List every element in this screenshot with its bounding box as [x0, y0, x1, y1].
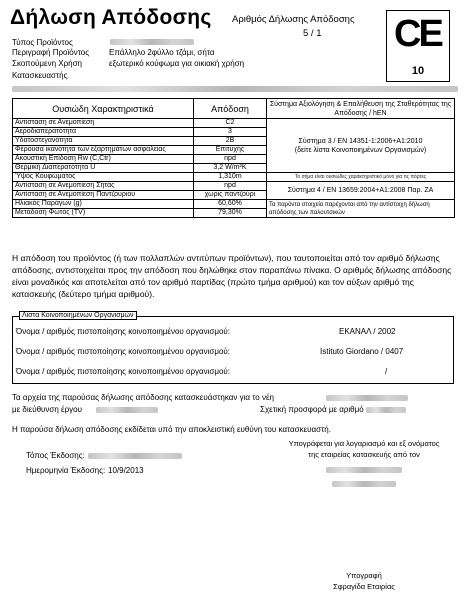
- redacted-project: [326, 395, 408, 401]
- redacted-product-type: [110, 39, 194, 45]
- ce-year: 10: [411, 65, 425, 77]
- notified-body-value: Istituto Giordano / 0407: [320, 347, 404, 356]
- redacted-signer-2: [332, 481, 396, 487]
- row-label: Υδατοστεγανότητα: [13, 137, 194, 146]
- declaration-number-value: 5 / 1: [303, 28, 322, 39]
- manufacturer-label: Κατασκευαστής: [12, 71, 68, 80]
- row-value: 3: [194, 128, 267, 137]
- row-label: Αντίσταση σε Ανεμοπίεση Παντζουριού: [13, 191, 194, 200]
- notified-body-value: /: [385, 367, 388, 376]
- table-row: [13, 173, 455, 182]
- statement-paragraph: Η απόδοση του προϊόντος (ή των πολλαπλών αντιτύπων προϊόντων), που ταυτοποιείται από τον αριθμό δήλωσης απόδοσης, αντιστοιχείται προς την απόδοση που δηλώθηκε στον παραπάνω πίνακα. Ο αριθμός δήλωσης απόδοσης είναι μοναδικός και αποτελείται από τον αριθμό παρτίδας (πρώτο τμήμα αριθμού) και τον αύξων αριθμό της κατασκευής (δεύτερο τμήμα αριθμού).: [12, 253, 452, 299]
- issue-place-label: Τόπος Έκδοσης:: [26, 451, 85, 460]
- row-label: Θερμική Διαπερατότητα U: [13, 164, 194, 173]
- row-value: npd: [194, 182, 267, 191]
- row-label: Ακουστική Επίδοση Rw (C,Ctr): [13, 155, 194, 164]
- redacted-signer-1: [326, 467, 402, 473]
- row-value: 1,310m: [194, 173, 267, 182]
- signature-line-1: Υπογράφεται για λογαριασμό και εξ ονόματος: [288, 439, 440, 448]
- row-value: χωρίς παντζούρι: [194, 191, 267, 200]
- header-performance: Απόδοση: [194, 99, 267, 119]
- signature-line-2: της εταιρείας κατασκευής από τον: [308, 450, 420, 459]
- redacted-place: [88, 453, 182, 459]
- ce-mark-icon: CE: [394, 13, 441, 55]
- row-value: npd: [194, 155, 267, 164]
- notified-bodies-legend: Λίστα Κοινοποιημένων Οργανισμών: [19, 311, 137, 320]
- responsibility-text: Η παρούσα δήλωση απόδοσης εκδίδεται υπό την αποκλειστική ευθύνη του κατασκευαστή.: [12, 425, 331, 434]
- issue-date-value: 10/9/2013: [108, 466, 144, 475]
- row-value: 3,2 W/m²K: [194, 164, 267, 173]
- signature-label: Υπογραφή: [346, 571, 382, 580]
- redacted-address: [96, 407, 158, 413]
- system-3-note: (δείτε λίστα Κοινοποιημένων Οργανισμών): [294, 146, 427, 154]
- header-characteristics: Ουσιώδη Χαρακτηριστικά: [13, 99, 194, 119]
- declaration-number-label: Αριθμός Δήλωσης Απόδοσης: [232, 14, 355, 25]
- product-description-label: Περιγραφή Προϊόντος: [12, 48, 90, 57]
- notified-body-label: Όνομα / αριθμός πιστοποίησης κοινοποιημένου οργανισμού:: [16, 327, 231, 336]
- row-label: Αεροδιαπερατότητα: [13, 128, 194, 137]
- redacted-offer: [366, 407, 406, 413]
- manufacture-line: Τα αρχεία της παρούσας δήλωσης απόδοσης κατασκευάστηκαν για το νέη: [12, 393, 274, 402]
- row-label: Αντίσταση σε Ανεμοπίεση Σήτας: [13, 182, 194, 191]
- header-system: Σύστημα Αξιολόγηση & Επαλήθευση της Σταθερότητας της Απόδοσης / hEN: [267, 99, 455, 119]
- table-row: [13, 119, 455, 128]
- system-3-text: Σύστημα 3 / EN 14351-1:2006+A1:2010: [298, 137, 423, 145]
- product-type-label: Τύπος Προϊόντος: [12, 38, 73, 47]
- redacted-manufacturer: [12, 86, 458, 92]
- table-row: [13, 200, 455, 209]
- stamp-label: Σφραγίδα Εταιρίας: [333, 582, 395, 591]
- row-value: Επιτυχής: [194, 146, 267, 155]
- address-label: με διεύθυνση έργου: [12, 405, 82, 414]
- notified-body-value: ΕΚΑΝΑΛ / 2002: [339, 327, 396, 336]
- row-value: 79,30%: [194, 209, 267, 218]
- notified-body-label: Όνομα / αριθμός πιστοποίησης κοινοποιημένου οργανισμού:: [16, 367, 231, 376]
- row-value: 2B: [194, 137, 267, 146]
- notified-bodies-box: [12, 312, 454, 384]
- product-description-value: Επάλληλο 2φύλλο τζάμι, σήτα: [109, 48, 215, 57]
- intended-use-value: εξωτερικό κούφωμα για οικιακή χρήση: [109, 59, 245, 68]
- row-value: C2: [194, 119, 267, 128]
- table-row: [13, 182, 455, 191]
- performance-table: [12, 98, 455, 218]
- system-3-cell: [267, 119, 455, 173]
- system-4-cell: Σύστημα 4 / EN 13659:2004+A1:2008 Παρ. ZA: [267, 182, 455, 200]
- issue-date-label: Ημερομηνία Έκδοσης:: [26, 466, 106, 475]
- shutter-note: Τα παρόντα στοιχεία παρέχονται από την αντίστοιχη δήλωση απόδοσης των παλουτσικών: [267, 200, 455, 218]
- offer-label: Σχετική προσφορά με αριθμό: [260, 405, 364, 414]
- doors-note: Το σήμα είναι ουσιώδες χαρακτηριστικό μόνο για τις πόρτες: [267, 173, 455, 182]
- row-label: Μετάδοση Φωτός (TV): [13, 209, 194, 218]
- notified-body-label: Όνομα / αριθμός πιστοποίησης κοινοποιημένου οργανισμού:: [16, 347, 231, 356]
- intended-use-label: Σκοπούμενη Χρήση: [12, 59, 82, 68]
- row-label: Φέρουσα ικανότητα των εξαρτημάτων ασφαλείας: [13, 146, 194, 155]
- document-title: Δήλωση Απόδοσης: [10, 6, 212, 29]
- row-label: Ύψος Κουφώματος: [13, 173, 194, 182]
- row-label: Αντίσταση σε Ανεμοπίεση: [13, 119, 194, 128]
- row-value: 60,60%: [194, 200, 267, 209]
- ce-mark-box: [386, 10, 450, 82]
- row-label: Ηλιακός Παράγων (g): [13, 200, 194, 209]
